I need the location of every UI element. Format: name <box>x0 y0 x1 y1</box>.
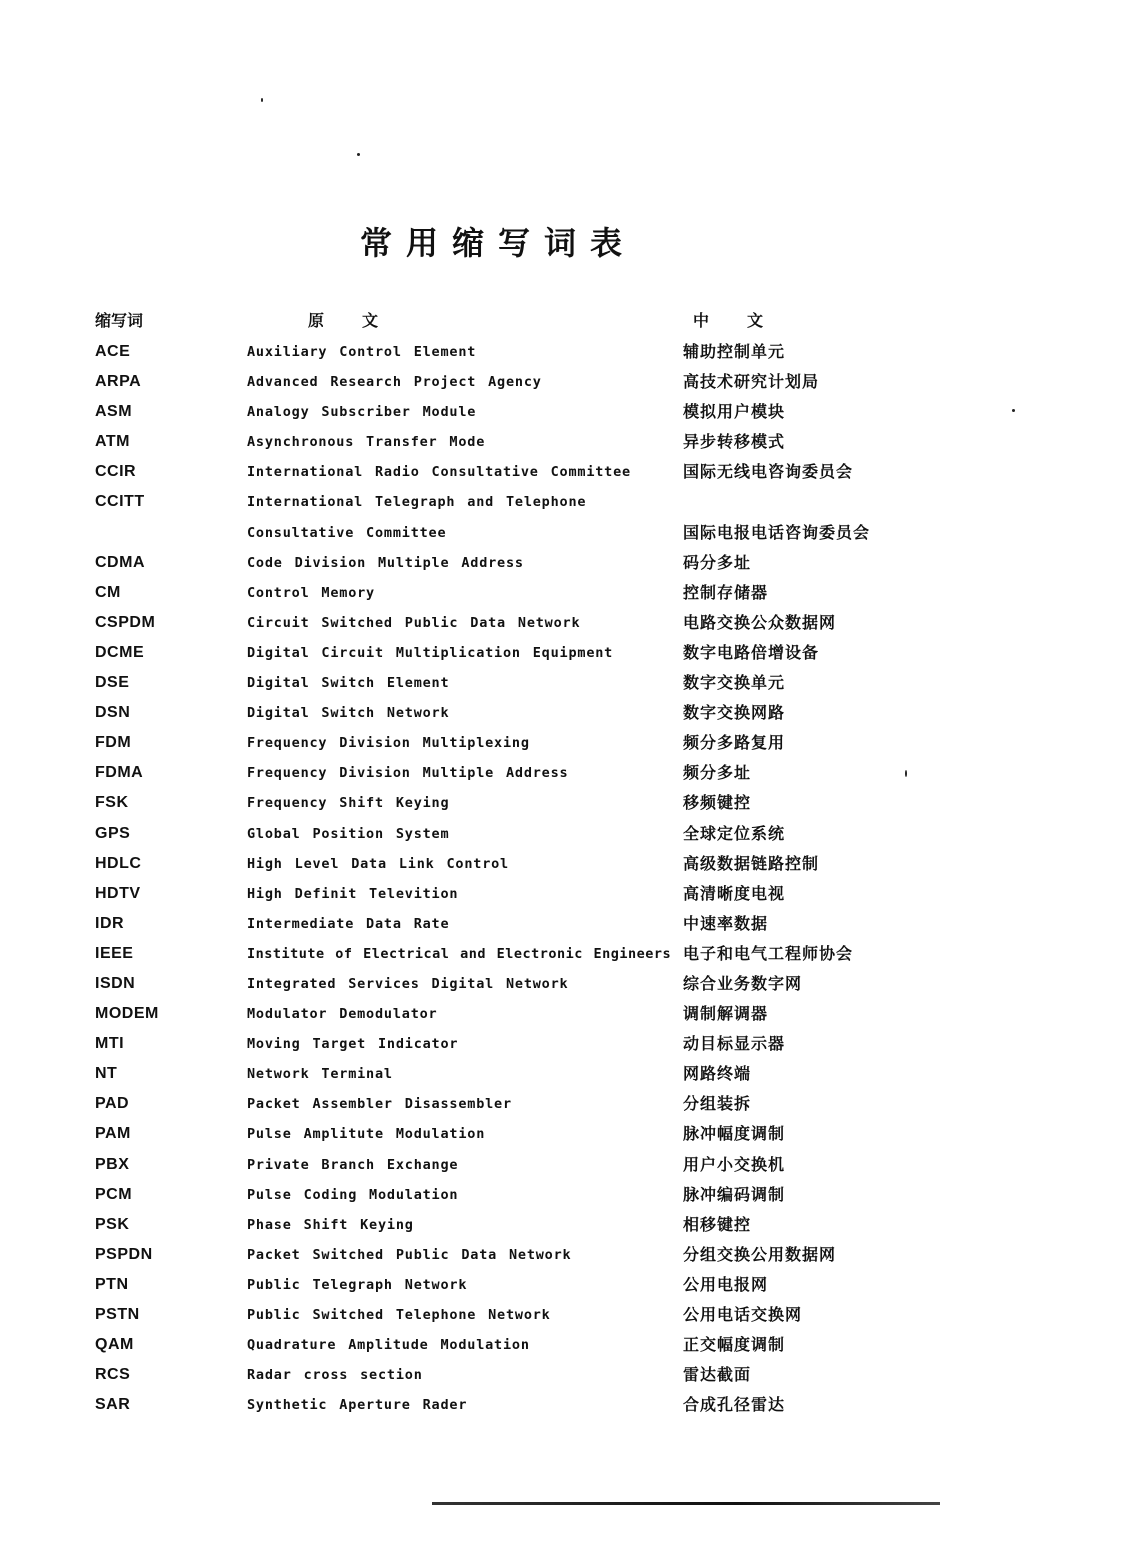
table-row <box>0 1360 1138 1390</box>
table-row <box>0 819 1138 849</box>
chinese-term-cell: 脉冲编码调制 <box>683 1184 786 1204</box>
abbreviation-cell: CM <box>95 583 121 601</box>
original-term-cell: Radar cross section <box>247 1367 423 1384</box>
table-row <box>0 397 1138 427</box>
original-term-cell: Auxiliary Control Element <box>247 344 477 360</box>
abbreviation-cell: ARPA <box>95 373 142 391</box>
abbreviation-cell: FDM <box>95 734 132 752</box>
original-term-cell: Frequency Division Multiple Address <box>247 765 569 782</box>
abbreviation-cell: CSPDM <box>95 613 156 631</box>
chinese-term-cell: 模拟用户模块 <box>683 402 786 422</box>
abbreviation-cell: ISDN <box>95 974 136 992</box>
table-row <box>0 638 1138 668</box>
chinese-term-cell: 用户小交换机 <box>683 1154 786 1174</box>
chinese-term-cell: 全球定位系统 <box>683 823 786 843</box>
abbreviation-cell: PSK <box>95 1215 130 1233</box>
abbreviation-cell: CCIR <box>95 463 137 481</box>
table-row <box>0 849 1138 879</box>
table-row <box>0 758 1138 788</box>
abbreviation-cell: PBX <box>95 1155 130 1173</box>
chinese-term-cell: 国际无线电咨询委员会 <box>683 462 854 482</box>
abbreviation-cell: RCS <box>95 1366 131 1384</box>
chinese-term-cell: 正交幅度调制 <box>683 1335 786 1355</box>
abbreviation-cell: IEEE <box>95 944 134 962</box>
original-term-cell: Moving Target Indicator <box>247 1036 459 1053</box>
original-term-cell: Quadrature Amplitude Modulation <box>247 1337 530 1354</box>
table-row <box>0 427 1138 457</box>
table-row <box>0 728 1138 758</box>
chinese-term-cell: 高技术研究计划局 <box>683 372 820 392</box>
abbreviation-cell: ASM <box>95 403 133 421</box>
chinese-term-cell: 移频键控 <box>683 793 752 813</box>
chinese-term-cell: 分组装拆 <box>683 1094 752 1114</box>
chinese-term-cell: 网路终端 <box>683 1064 752 1084</box>
original-term-cell: International Radio Consultative Committee <box>247 464 631 481</box>
table-row <box>0 909 1138 939</box>
chinese-term-cell: 数字电路倍增设备 <box>683 642 820 662</box>
original-term-cell: High Definit Televition <box>247 885 459 902</box>
table-row <box>0 939 1138 969</box>
abbreviation-cell: MODEM <box>95 1005 159 1023</box>
chinese-term-cell: 动目标显示器 <box>683 1034 786 1054</box>
chinese-term-cell: 控制存储器 <box>683 582 769 602</box>
abbreviation-cell: ATM <box>95 433 130 451</box>
original-term-cell: Institute of Electrical and Electronic Engineers <box>247 945 672 962</box>
abbreviation-cell: PAM <box>95 1125 131 1143</box>
original-term-cell: Packet Switched Public Data Network <box>247 1246 572 1263</box>
original-term-cell: Network Terminal <box>247 1066 393 1083</box>
table-row <box>0 608 1138 638</box>
chinese-term-cell: 电路交换公众数据网 <box>683 612 837 632</box>
table-row <box>0 788 1138 818</box>
chinese-term-cell: 相移键控 <box>683 1214 752 1234</box>
chinese-term-cell: 合成孔径雷达 <box>683 1395 786 1415</box>
abbreviation-cell: ACE <box>95 343 131 360</box>
abbreviation-cell: PAD <box>95 1095 130 1113</box>
original-term-cell: Modulator Demodulator <box>247 1006 438 1023</box>
abbreviation-cell: PSTN <box>95 1306 140 1323</box>
abbreviation-cell: MTI <box>95 1035 125 1053</box>
original-term-cell: Integrated Services Digital Network <box>247 975 569 992</box>
original-term-cell: Pulse Coding Modulation <box>247 1186 459 1203</box>
table-row <box>0 578 1138 608</box>
table-row <box>0 1390 1138 1420</box>
table-row <box>0 457 1138 487</box>
chinese-term-cell: 电子和电气工程师协会 <box>683 943 854 963</box>
abbreviation-cell: FSK <box>95 794 129 812</box>
chinese-term-cell: 调制解调器 <box>683 1004 769 1024</box>
original-term-cell: Asynchronous Transfer Mode <box>247 434 486 451</box>
column-header-original: 原文 <box>308 311 417 330</box>
chinese-term-cell: 数字交换网路 <box>683 703 786 723</box>
abbreviation-cell: HDLC <box>95 854 142 872</box>
table-row <box>0 1089 1138 1119</box>
original-term-cell: Public Telegraph Network <box>247 1276 468 1293</box>
original-term-cell: Pulse Amplitute Modulation <box>247 1126 486 1143</box>
page-title: 常用缩写词表 <box>360 224 637 262</box>
original-term-cell: Analogy Subscriber Module <box>247 404 477 421</box>
abbreviation-cell: DSE <box>95 674 130 692</box>
abbreviation-cell: NT <box>95 1065 118 1083</box>
abbreviation-cell: PTN <box>95 1275 129 1293</box>
original-term-cell: Digital Switch Element <box>247 675 450 692</box>
table-row <box>0 668 1138 698</box>
table-row <box>0 1180 1138 1210</box>
chinese-term-cell: 码分多址 <box>683 552 752 572</box>
column-header-abbreviation: 缩写词 <box>95 311 144 330</box>
chinese-term-cell: 频分多路复用 <box>683 733 786 753</box>
original-term-cell: Private Branch Exchange <box>247 1156 459 1173</box>
table-row <box>0 518 1138 548</box>
chinese-term-cell: 高清晰度电视 <box>683 883 786 903</box>
chinese-term-cell: 中速率数据 <box>683 913 769 933</box>
table-row <box>0 1210 1138 1240</box>
table-row <box>0 999 1138 1029</box>
original-term-cell: International Telegraph and Telephone <box>247 494 587 511</box>
original-term-cell: Code Division Multiple Address <box>247 554 524 571</box>
footer-rule <box>432 1502 940 1505</box>
chinese-term-cell: 分组交换公用数据网 <box>683 1244 837 1264</box>
table-row <box>0 1059 1138 1089</box>
abbreviation-cell: FDMA <box>95 764 144 782</box>
table-row <box>0 367 1138 397</box>
abbreviation-cell: SAR <box>95 1396 131 1414</box>
scan-speck <box>905 770 907 777</box>
chinese-term-cell: 公用电话交换网 <box>683 1305 803 1324</box>
abbreviation-cell: PCM <box>95 1185 133 1203</box>
table-row <box>0 1330 1138 1360</box>
original-term-cell: Public Switched Telephone Network <box>247 1307 551 1323</box>
abbreviation-cell: CDMA <box>95 553 145 571</box>
table-row <box>0 337 1138 367</box>
abbreviation-table <box>0 337 1138 1420</box>
chinese-term-cell: 高级数据链路控制 <box>683 853 820 873</box>
table-row <box>0 879 1138 909</box>
table-row <box>0 548 1138 578</box>
scan-speck <box>357 153 360 156</box>
original-term-cell: Digital Circuit Multiplication Equipment <box>247 644 614 661</box>
chinese-term-cell: 数字交换单元 <box>683 673 786 693</box>
chinese-term-cell: 雷达截面 <box>683 1365 752 1385</box>
original-term-cell: Intermediate Data Rate <box>247 915 450 932</box>
original-term-cell: Circuit Switched Public Data Network <box>247 614 581 631</box>
chinese-term-cell: 公用电报网 <box>683 1274 769 1294</box>
chinese-term-cell: 辅助控制单元 <box>683 342 786 361</box>
column-header-chinese: 中文 <box>693 311 802 330</box>
abbreviation-cell: CCITT <box>95 493 145 511</box>
table-row <box>0 1240 1138 1270</box>
original-term-cell: Synthetic Aperture Rader <box>247 1397 468 1414</box>
abbreviation-cell: DSN <box>95 704 131 722</box>
abbreviation-cell: GPS <box>95 824 131 842</box>
original-term-cell: Consultative Committee <box>247 524 447 541</box>
table-row <box>0 1150 1138 1180</box>
chinese-term-cell: 频分多址 <box>683 763 752 783</box>
scan-speck <box>261 98 263 102</box>
table-row <box>0 1119 1138 1149</box>
abbreviation-cell: PSPDN <box>95 1245 153 1263</box>
abbreviation-cell: IDR <box>95 914 125 932</box>
table-row <box>0 1300 1138 1330</box>
original-term-cell: Phase Shift Keying <box>247 1216 414 1233</box>
original-term-cell: Control Memory <box>247 584 375 601</box>
abbreviation-cell: DCME <box>95 643 145 661</box>
original-term-cell: Advanced Research Project Agency <box>247 374 542 391</box>
original-term-cell: Frequency Division Multiplexing <box>247 735 530 752</box>
table-row <box>0 487 1138 517</box>
scan-speck <box>1012 409 1015 412</box>
table-row <box>0 969 1138 999</box>
abbreviation-cell: QAM <box>95 1336 134 1354</box>
original-term-cell: Global Position System <box>247 825 450 842</box>
chinese-term-cell: 脉冲幅度调制 <box>683 1124 786 1144</box>
original-term-cell: Digital Switch Network <box>247 705 450 722</box>
table-row <box>0 698 1138 728</box>
original-term-cell: Packet Assembler Disassembler <box>247 1096 512 1113</box>
chinese-term-cell: 国际电报电话咨询委员会 <box>683 522 871 542</box>
table-row <box>0 1029 1138 1059</box>
original-term-cell: Frequency Shift Keying <box>247 795 450 812</box>
table-row <box>0 1270 1138 1300</box>
chinese-term-cell: 异步转移模式 <box>683 432 786 452</box>
chinese-term-cell: 综合业务数字网 <box>683 973 803 993</box>
abbreviation-cell: HDTV <box>95 884 141 902</box>
original-term-cell: High Level Data Link Control <box>247 855 509 872</box>
